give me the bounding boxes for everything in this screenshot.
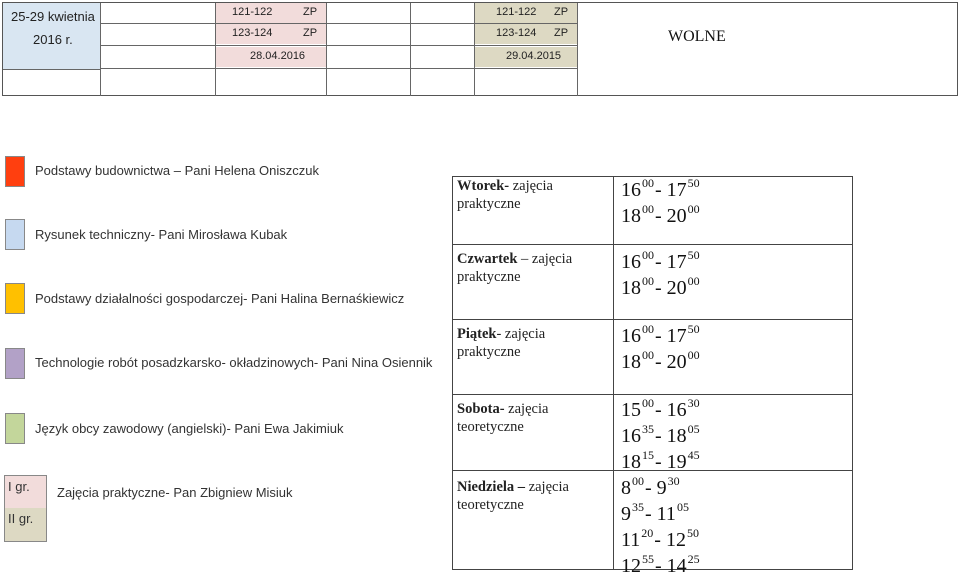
time-minutes: 35 bbox=[642, 422, 654, 436]
time-range: $16^{00}-$ $17^{50}$ bbox=[621, 248, 700, 273]
time-range: $15^{00}-$ $16^{30}$ bbox=[621, 396, 700, 421]
time-hour: 12 bbox=[621, 555, 641, 577]
time-minutes: 00 bbox=[687, 274, 700, 288]
time-hour: 18 bbox=[666, 425, 687, 447]
time-hour: 15 bbox=[621, 399, 641, 421]
grid-line bbox=[3, 69, 101, 70]
legend-swatch bbox=[5, 219, 25, 250]
time-minutes: 25 bbox=[687, 552, 700, 566]
legend-item-2: Rysunek techniczny- Pani Mirosława Kubak bbox=[35, 227, 288, 242]
time-hour: 18 bbox=[621, 277, 641, 299]
time-hour: 16 bbox=[621, 425, 641, 447]
legend-swatch bbox=[5, 156, 25, 187]
time-range: $12^{55}-$ $14^{25}$ bbox=[621, 552, 700, 577]
time-hour: 20 bbox=[666, 205, 687, 227]
day-tuesday: Wtorek- zajęcia praktyczne bbox=[457, 178, 553, 212]
time-minutes: 15 bbox=[642, 448, 654, 462]
time-hour: 18 bbox=[621, 451, 641, 473]
time-range: $16^{00}-$ $17^{50}$ bbox=[621, 322, 700, 347]
time-hour: 18 bbox=[621, 205, 641, 227]
time-range: $18^{00}-$ $20^{00}$ bbox=[621, 348, 700, 373]
grid-line bbox=[452, 244, 853, 245]
grid-line bbox=[474, 3, 475, 96]
times-friday bbox=[621, 324, 701, 376]
time-hour: 16 bbox=[621, 179, 641, 201]
time-minutes: 00 bbox=[642, 274, 654, 288]
time-range: $16^{35}-$ $18^{05}$ bbox=[621, 422, 700, 447]
time-minutes: 50 bbox=[687, 322, 700, 336]
grid-line bbox=[101, 45, 577, 46]
room-cell-1a: 121-122 ZP bbox=[215, 3, 326, 23]
time-hour: 11 bbox=[656, 503, 676, 525]
time-range: $11^{20}-$ $12^{50}$ bbox=[621, 526, 699, 551]
legend-swatch bbox=[5, 413, 25, 444]
date-range-line1: 25-29 kwietnia bbox=[11, 9, 95, 24]
time-minutes: 00 bbox=[687, 348, 700, 362]
time-range: $8^{00}-$ $9^{30}$ bbox=[621, 474, 680, 499]
time-minutes: 50 bbox=[686, 526, 699, 540]
time-hour: 9 bbox=[621, 503, 631, 525]
times-sunday bbox=[621, 476, 701, 580]
time-minutes: 00 bbox=[642, 202, 654, 216]
time-hour: 16 bbox=[621, 251, 641, 273]
day-sunday: Niedziela – zajęcia teoretyczne bbox=[457, 479, 569, 513]
time-minutes: 30 bbox=[667, 474, 680, 488]
time-minutes: 30 bbox=[687, 396, 700, 410]
time-range: $9^{35}-$ $11^{05}$ bbox=[621, 500, 689, 525]
time-minutes: 00 bbox=[642, 176, 654, 190]
day-saturday: Sobota- zajęcia teoretyczne bbox=[457, 401, 549, 435]
time-minutes: 50 bbox=[687, 176, 700, 190]
time-minutes: 45 bbox=[687, 448, 700, 462]
free-label: WOLNE bbox=[668, 28, 726, 45]
time-hour: 16 bbox=[621, 325, 641, 347]
grid-line bbox=[613, 176, 614, 570]
group1-label: I gr. bbox=[8, 479, 30, 494]
time-minutes: 00 bbox=[642, 322, 654, 336]
grid-line bbox=[101, 68, 577, 69]
day-friday: Piątek- zajęcia praktyczne bbox=[457, 326, 546, 360]
group2-label: II gr. bbox=[8, 511, 34, 526]
time-minutes: 00 bbox=[642, 248, 654, 262]
time-minutes: 00 bbox=[642, 348, 654, 362]
date-cell-2: 29.04.2015 bbox=[474, 47, 577, 67]
time-minutes: 00 bbox=[632, 474, 644, 488]
legend-item-1: Podstawy budownictwa – Pani Helena Oniszczuk bbox=[35, 163, 319, 178]
time-hour: 17 bbox=[666, 179, 687, 201]
time-hour: 17 bbox=[666, 325, 687, 347]
times-tuesday bbox=[621, 178, 701, 230]
time-range: $18^{15}-$ $19^{45}$ bbox=[621, 448, 700, 473]
legend-item-6: Zajęcia praktyczne- Pan Zbigniew Misiuk bbox=[57, 485, 293, 500]
time-range: $16^{00}-$ $17^{50}$ bbox=[621, 176, 700, 201]
legend-item-5: Język obcy zawodowy (angielski)- Pani Ewa Jakimiuk bbox=[35, 421, 344, 436]
time-hour: 19 bbox=[666, 451, 687, 473]
time-range: $18^{00}-$ $20^{00}$ bbox=[621, 202, 700, 227]
time-hour: 11 bbox=[621, 529, 641, 551]
time-range: $18^{00}-$ $20^{00}$ bbox=[621, 274, 700, 299]
time-minutes: 05 bbox=[687, 422, 700, 436]
times-saturday bbox=[621, 398, 701, 476]
grid-line bbox=[577, 3, 578, 96]
legend-swatch bbox=[5, 283, 25, 314]
date-range-line2: 2016 r. bbox=[33, 32, 73, 47]
date-range-cell bbox=[3, 3, 100, 69]
time-hour: 16 bbox=[666, 399, 687, 421]
time-hour: 18 bbox=[621, 351, 641, 373]
time-hour: 17 bbox=[666, 251, 687, 273]
time-minutes: 00 bbox=[687, 202, 700, 216]
grid-line bbox=[100, 3, 101, 96]
grid-line bbox=[410, 3, 411, 96]
time-minutes: 05 bbox=[676, 500, 689, 514]
grid-line bbox=[215, 3, 216, 96]
time-hour: 14 bbox=[666, 555, 687, 577]
grid-line bbox=[452, 319, 853, 320]
room-cell-2a: 121-122 ZP bbox=[474, 3, 577, 23]
grid-line bbox=[452, 394, 853, 395]
legend-item-3: Podstawy działalności gospodarczej- Pani Halina Bernaśkiewicz bbox=[35, 291, 405, 306]
time-hour: 20 bbox=[666, 277, 687, 299]
date-cell-1: 28.04.2016 bbox=[215, 47, 326, 67]
grid-line bbox=[326, 3, 327, 96]
time-minutes: 35 bbox=[632, 500, 644, 514]
legend-item-4: Technologie robót posadzkarsko- okładzinowych- Pani Nina Osiennik bbox=[35, 355, 433, 370]
time-hour: 8 bbox=[621, 477, 631, 499]
time-minutes: 55 bbox=[642, 552, 654, 566]
time-hour: 20 bbox=[666, 351, 687, 373]
time-minutes: 20 bbox=[641, 526, 654, 540]
times-thursday bbox=[621, 250, 701, 302]
room-cell-2b: 123-124 ZP bbox=[474, 24, 577, 44]
time-hour: 9 bbox=[656, 477, 667, 499]
time-minutes: 50 bbox=[687, 248, 700, 262]
day-thursday: Czwartek – zajęcia praktyczne bbox=[457, 251, 573, 285]
time-minutes: 00 bbox=[642, 396, 654, 410]
legend-swatch bbox=[5, 348, 25, 379]
room-cell-1b: 123-124 ZP bbox=[215, 24, 326, 44]
grid-line bbox=[101, 23, 577, 24]
time-hour: 12 bbox=[665, 529, 686, 551]
